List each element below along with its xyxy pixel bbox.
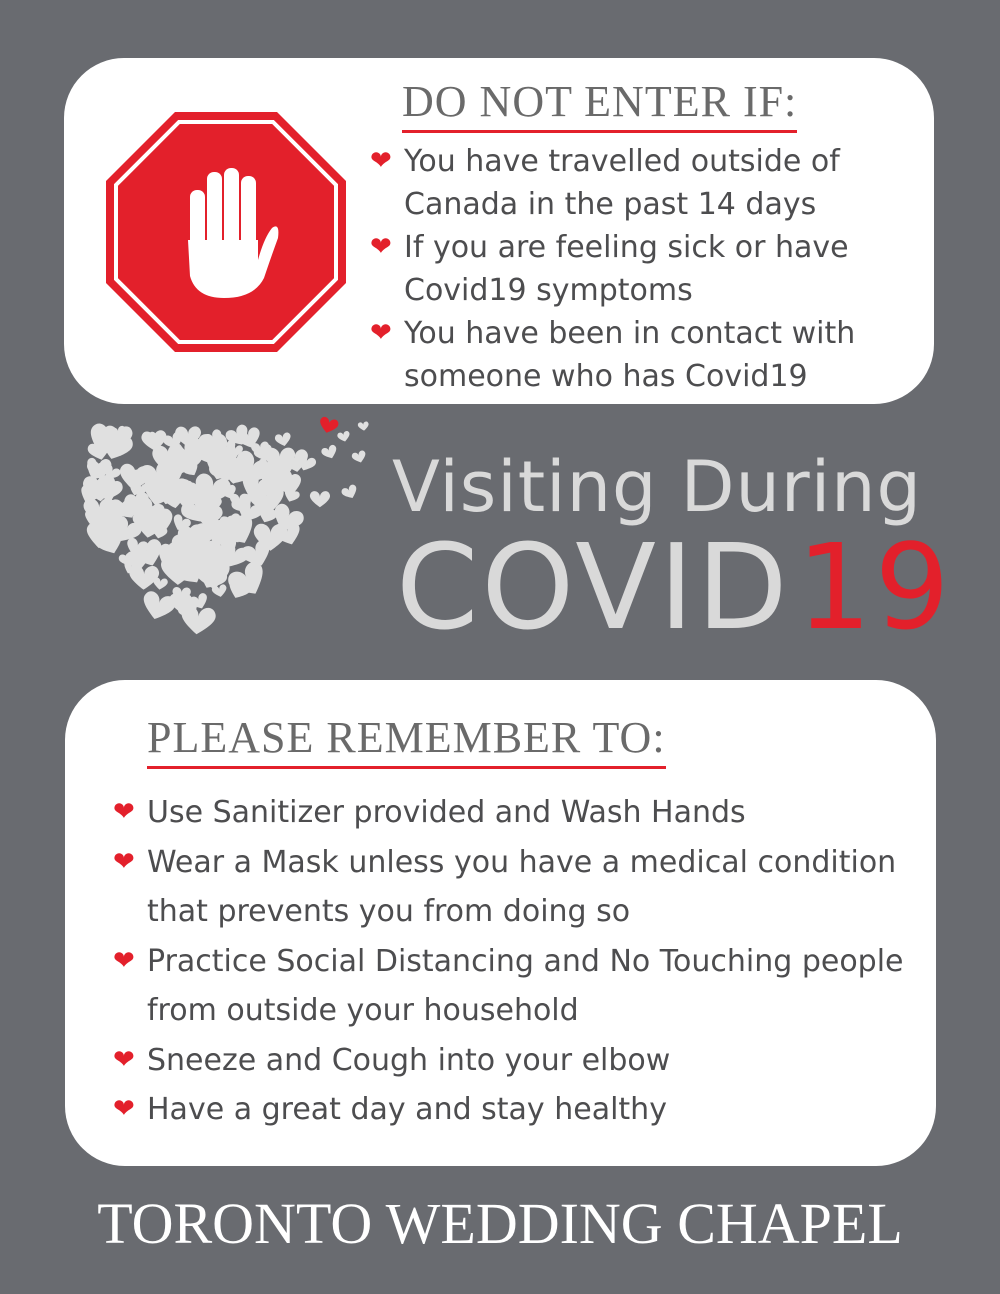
list-item: ❤ If you are feeling sick or have Covid19 symptoms [404, 226, 929, 312]
title-covid-word: COVID [396, 518, 791, 656]
list-item: ❤ Sneeze and Cough into your elbow [147, 1036, 907, 1086]
heart-icon: ❤ [370, 146, 392, 176]
title-covid19 [396, 518, 953, 656]
heart-icon: ❤ [113, 1094, 135, 1124]
list-item: ❤ Wear a Mask unless you have a medical condition that prevents you from doing so [147, 838, 907, 937]
title-covid-number: 19 [796, 518, 953, 656]
please-remember-card [65, 680, 936, 1166]
list-item: ❤ You have been in contact with someone who has Covid19 [404, 312, 929, 398]
list-item: ❤ You have travelled outside of Canada in the past 14 days [404, 140, 929, 226]
list-item: ❤ Use Sanitizer provided and Wash Hands [147, 788, 907, 838]
stop-hand-icon [104, 110, 348, 354]
heart-icon: ❤ [370, 232, 392, 262]
heart-icon: ❤ [113, 846, 135, 877]
do-not-enter-card [64, 58, 934, 404]
heart-icon: ❤ [113, 1044, 135, 1075]
heart-icon: ❤ [370, 318, 392, 348]
please-remember-list [113, 788, 907, 1135]
do-not-enter-list [370, 140, 929, 398]
heading-underline [147, 766, 666, 769]
hearts-cluster-icon [58, 408, 378, 668]
list-item: ❤ Practice Social Distancing and No Touching people from outside your household [147, 937, 907, 1036]
please-remember-heading: PLEASE REMEMBER TO: [147, 712, 666, 763]
title-visiting-during: Visiting During [392, 446, 922, 528]
list-item: ❤ Have a great day and stay healthy [147, 1085, 907, 1135]
do-not-enter-heading: DO NOT ENTER IF: [402, 76, 797, 127]
heart-icon: ❤ [113, 797, 135, 827]
footer-chapel-name: TORONTO WEDDING CHAPEL [97, 1191, 903, 1256]
heart-icon: ❤ [113, 945, 135, 976]
heading-underline [402, 130, 797, 133]
